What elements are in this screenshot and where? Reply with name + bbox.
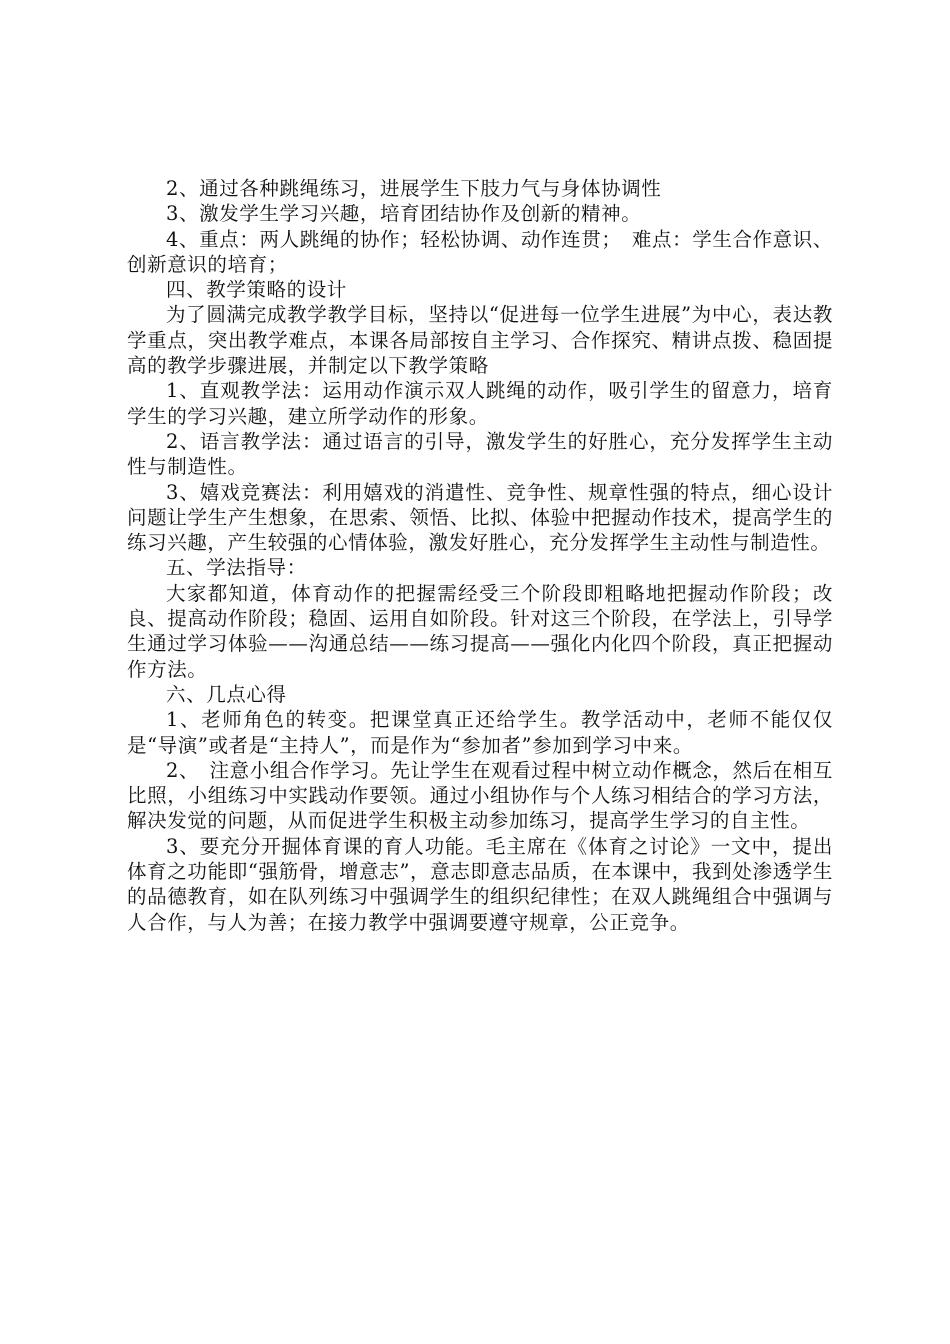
paragraph-reflection-1: 1、老师角色的转变。把课堂真正还给学生。教学活动中，老师不能仅仅是“导演”或者是“主持人”，而是作为“参加者”参加到学习中来。: [127, 708, 833, 757]
paragraph-key-points: 4、重点：两人跳绳的协作；轻松协调、动作连贯； 难点：学生合作意识、创新意识的培育；: [127, 227, 833, 276]
paragraph-reflection-3: 3、要充分开掘体育课的育人功能。毛主席在《体育之讨论》一文中，提出体育之功能即“强筋骨，增意志”，意志即意志品质，在本课中，我到处渗透学生的品德教育，如在队列练习中强调学生的组织纪律性；在双人跳绳组合中强调与人合作，与人为善；在接力教学中强调要遵守规章，公正竞争。: [127, 834, 833, 934]
section-heading-strategy: 四、教学策略的设计: [166, 278, 347, 302]
section-heading-reflections: 六、几点心得: [166, 682, 287, 706]
paragraph-strategy-2: 2、语言教学法：通过语言的引导，激发学生的好胜心，充分发挥学生主动性与制造性。: [127, 429, 833, 479]
paragraph-method: 大家都知道，体育动作的把握需经受三个阶段即粗略地把握动作阶段；改良、提高动作阶段；稳固、运用自如阶段。针对这三个阶段，在学法上，引导学生通过学习体验——沟通总结——练习提高——强化内化四个阶段，真正把握动作方法。: [127, 581, 833, 681]
paragraph-goal-3: 3、激发学生学习兴趣，培育团结协作及创新的精神。: [166, 202, 642, 226]
document-body: [127, 176, 833, 935]
paragraph-strategy-3: 3、嬉戏竞赛法：利用嬉戏的消遣性、竞争性、规章性强的特点，细心设计问题让学生产生想象，在思索、领悟、比拟、体验中把握动作技术，提高学生的练习兴趣，产生较强的心情体验，激发好胜心，充分发挥学生主动性与制造性。: [127, 480, 833, 555]
paragraph-strategy-intro: 为了圆满完成教学教学目标，坚持以“促进每一位学生进展”为中心，表达教学重点，突出教学难点，本课各局部按自主学习、合作探究、精讲点拨、稳固提高的教学步骤进展，并制定以下教学策略: [127, 303, 833, 378]
section-heading-method: 五、学法指导：: [166, 556, 307, 580]
paragraph-goal-2: 2、通过各种跳绳练习，进展学生下肢力气与身体协调性: [166, 177, 662, 200]
paragraph-reflection-2: 2、 注意小组合作学习。先让学生在观看过程中树立动作概念，然后在相互比照，小组练习中实践动作要领。通过小组协作与个人练习相结合的学习方法，解决发觉的问题，从而促进学生积极主动参加练习，提高学生学习的自主性。: [127, 758, 833, 833]
paragraph-strategy-1: 1、直观教学法：运用动作演示双人跳绳的动作，吸引学生的留意力，培育学生的学习兴趣，建立所学动作的形象。: [127, 379, 833, 428]
